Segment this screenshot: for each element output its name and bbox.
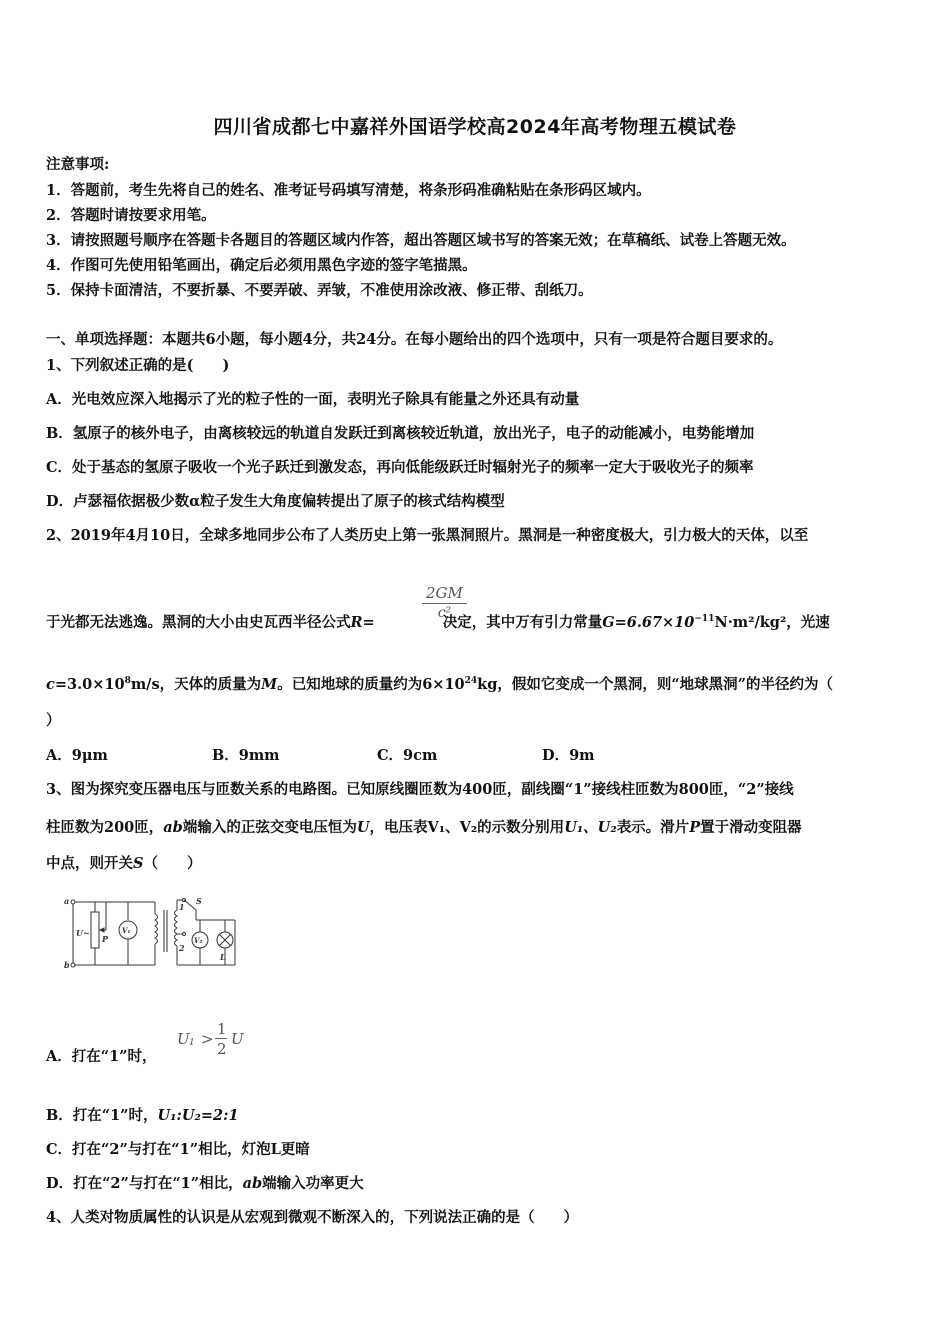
q2-line3: $c=3.0\times 10^8m/s$，天体的质量为M。已知地球的质量约为$6\times 10^{24}kg$，假如它变成一个黑洞，则“地球黑洞”的半径约为（	[46, 676, 834, 693]
section-heading: 一、单项选择题：本题共6小题，每小题4分，共24分。在每小题给出的四个选项中，只有一项是符合题目要求的。	[46, 331, 783, 348]
q2-option-b: B．9mm	[212, 747, 280, 764]
svg-text:U~: U~	[76, 928, 90, 938]
notice-item: 4．作图可先使用铅笔画出，确定后必须用黑色字迹的签字笔描黑。	[46, 257, 477, 274]
svg-text:S: S	[196, 896, 202, 906]
svg-text:V₁: V₁	[122, 926, 131, 935]
svg-text:2: 2	[179, 943, 185, 953]
q2-line4: ）	[46, 712, 61, 729]
switch-s	[184, 900, 196, 910]
notice-item: 5．保持卡面清洁，不要折暴、不要弄破、弄皱，不准使用涂改液、修正带、刮纸刀。	[46, 282, 593, 299]
q3-option-d: D．打在“2”与打在“1”相比，ab端输入功率更大	[46, 1175, 364, 1192]
notice-item: 3．请按照题号顺序在答题卡各题目的答题区域内作答，超出答题区域书写的答案无效；在草稿纸、试卷上答题无效。	[46, 232, 796, 249]
q1-option-b: B．氢原子的核外电子，由离核较远的轨道自发跃迁到离核较近轨道，放出光子，电子的动能减小，电势能增加	[46, 425, 755, 442]
q2-line1: 2、2019年4月10日，全球多地同步公布了人类历史上第一张黑洞照片。黑洞是一种密度极大，引力极大的天体，以至	[46, 527, 809, 544]
terminal-a	[71, 900, 75, 904]
page-title: 四川省成都七中嘉祥外国语学校高2024年高考物理五模试卷	[213, 116, 737, 138]
q3-line2: 柱匝数为200匝，ab端输入的正弦交变电压恒为U，电压表V₁、V₂的示数分别用U₁、U₂表示。滑片P置于滑动变阻器	[46, 819, 802, 836]
q1-stem: 1、下列叙述正确的是( )	[46, 357, 230, 374]
q3-option-b: B．打在“1”时，U₁:U₂=2:1	[46, 1107, 239, 1124]
terminal-b	[71, 963, 75, 967]
q1-option-a: A．光电效应深入地揭示了光的粒子性的一面，表明光子除具有能量之外还具有动量	[46, 391, 580, 408]
svg-text:1: 1	[179, 902, 185, 912]
svg-text:P: P	[102, 934, 109, 944]
q1-option-d: D．卢瑟福依据极少数α粒子发生大角度偏转提出了原子的核式结构模型	[46, 493, 505, 510]
q2-option-c: C．9cm	[377, 747, 438, 764]
primary-coil	[155, 914, 158, 944]
q4-stem: 4、人类对物质属性的认识是从宏观到微观不断深入的，下列说法正确的是（ ）	[46, 1209, 579, 1226]
secondary-coil	[175, 910, 178, 946]
svg-text:b: b	[64, 960, 70, 970]
q2-option-d: D．9m	[542, 747, 595, 764]
q3-option-a: A．打在“1”时，	[46, 1048, 157, 1065]
notice-heading: 注意事项:	[46, 156, 110, 173]
q3-option-c: C．打在“2”与打在“1”相比，灯泡L更暗	[46, 1141, 310, 1158]
notice-item: 2．答题时请按要求用笔。	[46, 207, 216, 224]
q3-line1: 3、图为探究变压器电压与匝数关系的电路图。已知原线圈匝数为400匝，副线圈“1”接线柱匝数为800匝，“2”接线	[46, 781, 794, 798]
svg-text:V₂: V₂	[194, 936, 203, 945]
schwarzschild-formula: 2GM c²	[422, 584, 467, 621]
transformer-circuit-diagram	[60, 890, 245, 972]
rheostat	[91, 912, 99, 948]
svg-text:L: L	[220, 952, 226, 962]
q2-option-a: A．9μm	[46, 747, 108, 764]
q1-option-c: C．处于基态的氢原子吸收一个光子跃迁到激发态，再向低能级跃迁时辐射光子的频率一定大于吸收光子的频率	[46, 459, 754, 476]
notice-item: 1．答题前，考生先将自己的姓名、准考证号码填写清楚，将条形码准确粘贴在条形码区域内。	[46, 182, 651, 199]
q2-line2: 于光都无法逃逸。黑洞的大小由史瓦西半径公式R= 决定，其中万有引力常量$G=6.67\times 10^{-11}N\cdot m^2$/kg²，光速	[46, 614, 830, 631]
q3-line3: 中点，则开关S（ ）	[46, 855, 202, 872]
svg-text:a: a	[64, 896, 70, 906]
